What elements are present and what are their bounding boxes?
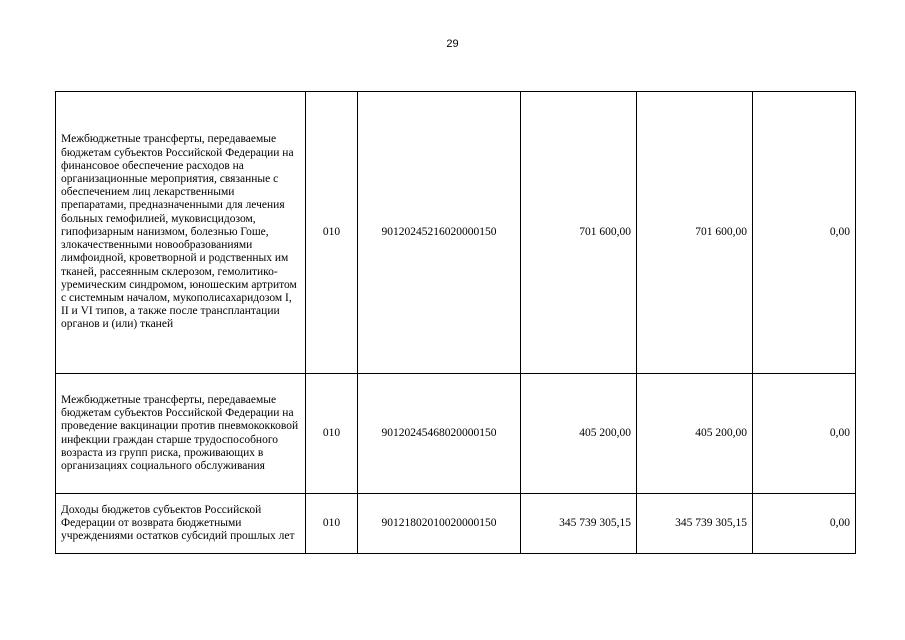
page-number: 29 — [446, 38, 459, 50]
admin-code-cell: 010 — [306, 374, 358, 494]
amount-cell: 405 200,00 — [637, 374, 753, 494]
amount-cell: 0,00 — [753, 494, 856, 554]
row-description: Межбюджетные трансферты, передаваемые бюджетам субъектов Российской Федерации на финансовое обеспечение расходов на организационные мероприятия, связанные с обеспечением лиц лекарственными препаратами, предназначенными для лечения больных гемофилией, муковисцидозом, гипофизарным нанизмом, болезнью Гоше, злокачественными новообразованиями лимфоидной, кроветворной и родственных им тканей, рассеянным склерозом, гемолитико-уремическим синдромом, юношеским артритом с системным началом, мукополисахаридозом I, II и VI типов, а также после трансплантации органов и (или) тканей — [56, 92, 306, 374]
amount-cell: 0,00 — [753, 374, 856, 494]
kbk-code-cell: 90120245216020000150 — [358, 92, 521, 374]
amount-cell: 345 739 305,15 — [521, 494, 637, 554]
amount-cell: 701 600,00 — [637, 92, 753, 374]
amount-cell: 405 200,00 — [521, 374, 637, 494]
table-row — [56, 92, 856, 374]
row-description: Доходы бюджетов субъектов Российской Федерации от возврата бюджетными учреждениями остатков субсидий прошлых лет — [56, 494, 306, 554]
amount-cell: 701 600,00 — [521, 92, 637, 374]
table-row — [56, 494, 856, 554]
kbk-code-cell: 90121802010020000150 — [358, 494, 521, 554]
admin-code-cell: 010 — [306, 92, 358, 374]
budget-revenue-table — [55, 91, 856, 554]
amount-cell: 0,00 — [753, 92, 856, 374]
admin-code-cell: 010 — [306, 494, 358, 554]
kbk-code-cell: 90120245468020000150 — [358, 374, 521, 494]
table-row — [56, 374, 856, 494]
row-description: Межбюджетные трансферты, передаваемые бюджетам субъектов Российской Федерации на проведение вакцинации против пневмококковой инфекции граждан старше трудоспособного возраста из групп риска, проживающих в организациях социального обслуживания — [56, 374, 306, 494]
amount-cell: 345 739 305,15 — [637, 494, 753, 554]
